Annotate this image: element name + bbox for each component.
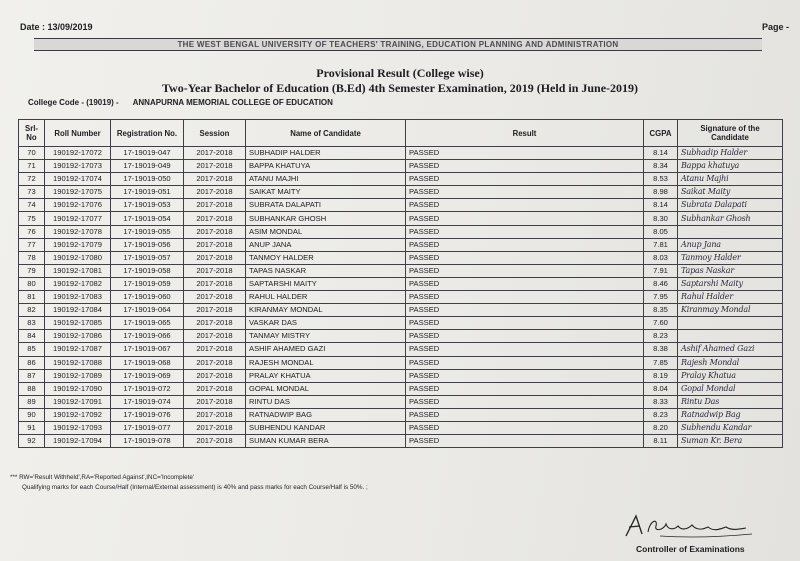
cell-signature: Atanu Majhi — [678, 173, 783, 186]
cell-signature — [678, 225, 783, 238]
table-header-row — [19, 120, 783, 147]
cell-name: SUBRATA DALAPATI — [246, 199, 406, 212]
cell-registration: 17-19019-066 — [111, 330, 184, 343]
cell-result: PASSED — [406, 421, 644, 434]
cell-roll: 190192-17081 — [45, 264, 111, 277]
cell-cgpa: 8.05 — [644, 225, 678, 238]
college-line — [28, 98, 333, 107]
cell-registration: 17-19019-058 — [111, 264, 184, 277]
cell-session: 2017-2018 — [184, 277, 246, 290]
cell-name: SUBHANKAR GHOSH — [246, 212, 406, 225]
cell-signature: Rintu Das — [678, 395, 783, 408]
cell-cgpa: 8.46 — [644, 277, 678, 290]
table-row — [19, 395, 783, 408]
cell-signature: Saikat Maity — [678, 186, 783, 199]
cell-cgpa: 8.53 — [644, 173, 678, 186]
cell-roll: 190192-17087 — [45, 343, 111, 356]
cell-cgpa: 8.30 — [644, 212, 678, 225]
cell-name: SAIKAT MAITY — [246, 186, 406, 199]
cell-name: SUBHADIP HALDER — [246, 147, 406, 160]
cell-name: TANMOY HALDER — [246, 251, 406, 264]
cell-roll: 190192-17088 — [45, 356, 111, 369]
header-roll: Roll Number — [45, 120, 111, 147]
cell-cgpa: 7.91 — [644, 264, 678, 277]
header-registration: Registration No. — [111, 120, 184, 147]
cell-session: 2017-2018 — [184, 212, 246, 225]
table-row — [19, 330, 783, 343]
cell-cgpa: 7.60 — [644, 317, 678, 330]
cell-roll: 190192-17077 — [45, 212, 111, 225]
cell-registration: 17-19019-074 — [111, 395, 184, 408]
cell-signature: Subhendu Kandar — [678, 421, 783, 434]
cell-registration: 17-19019-078 — [111, 435, 184, 448]
cell-cgpa: 7.85 — [644, 356, 678, 369]
cell-registration: 17-19019-047 — [111, 147, 184, 160]
cell-signature: Subrata Dalapati — [678, 199, 783, 212]
table-row — [19, 435, 783, 448]
table-row — [19, 160, 783, 173]
cell-srl: 82 — [19, 304, 45, 317]
table-row — [19, 421, 783, 434]
table-row — [19, 251, 783, 264]
cell-signature: Tanmoy Halder — [678, 251, 783, 264]
cell-registration: 17-19019-065 — [111, 317, 184, 330]
cell-srl: 90 — [19, 408, 45, 421]
cell-name: ATANU MAJHI — [246, 173, 406, 186]
cell-srl: 86 — [19, 356, 45, 369]
cell-name: SAPTARSHI MAITY — [246, 277, 406, 290]
cell-signature: Subhadip Halder — [678, 147, 783, 160]
cell-session: 2017-2018 — [184, 238, 246, 251]
table-row — [19, 225, 783, 238]
cell-cgpa: 8.14 — [644, 147, 678, 160]
header-signature: Signature of the Candidate — [678, 120, 783, 147]
cell-roll: 190192-17084 — [45, 304, 111, 317]
table-row — [19, 238, 783, 251]
cell-roll: 190192-17082 — [45, 277, 111, 290]
cell-result: PASSED — [406, 382, 644, 395]
cell-registration: 17-19019-055 — [111, 225, 184, 238]
cell-result: PASSED — [406, 330, 644, 343]
cell-name: PRALAY KHATUA — [246, 369, 406, 382]
table-row — [19, 304, 783, 317]
cell-registration: 17-19019-068 — [111, 356, 184, 369]
cell-registration: 17-19019-069 — [111, 369, 184, 382]
cell-srl: 83 — [19, 317, 45, 330]
cell-registration: 17-19019-060 — [111, 291, 184, 304]
cell-session: 2017-2018 — [184, 186, 246, 199]
cell-srl: 75 — [19, 212, 45, 225]
cell-result: PASSED — [406, 291, 644, 304]
cell-result: PASSED — [406, 264, 644, 277]
cell-signature: Anup Jana — [678, 238, 783, 251]
cell-cgpa: 7.95 — [644, 291, 678, 304]
cell-name: ANUP JANA — [246, 238, 406, 251]
table-row — [19, 277, 783, 290]
cell-result: PASSED — [406, 212, 644, 225]
cell-cgpa: 8.38 — [644, 343, 678, 356]
cell-signature: Subhankar Ghosh — [678, 212, 783, 225]
exam-title: Two-Year Bachelor of Education (B.Ed) 4th Semester Examination, 2019 (Held in June-2019) — [161, 81, 639, 95]
cell-signature: Tapas Naskar — [678, 264, 783, 277]
cell-signature: Gopal Mondal — [678, 382, 783, 395]
cell-roll: 190192-17073 — [45, 160, 111, 173]
cell-signature: Bappa khatuya — [678, 160, 783, 173]
cell-srl: 80 — [19, 277, 45, 290]
cell-roll: 190192-17080 — [45, 251, 111, 264]
cell-srl: 71 — [19, 160, 45, 173]
cell-srl: 92 — [19, 435, 45, 448]
table-row — [19, 291, 783, 304]
cell-srl: 91 — [19, 421, 45, 434]
cell-name: SUMAN KUMAR BERA — [246, 435, 406, 448]
cell-cgpa: 8.23 — [644, 330, 678, 343]
cell-result: PASSED — [406, 408, 644, 421]
result-table — [18, 119, 783, 448]
cell-roll: 190192-17072 — [45, 147, 111, 160]
cell-srl: 81 — [19, 291, 45, 304]
cell-session: 2017-2018 — [184, 356, 246, 369]
cell-name: SUBHENDU KANDAR — [246, 421, 406, 434]
cell-roll: 190192-17092 — [45, 408, 111, 421]
cell-session: 2017-2018 — [184, 173, 246, 186]
cell-roll: 190192-17089 — [45, 369, 111, 382]
cell-result: PASSED — [406, 186, 644, 199]
cell-registration: 17-19019-077 — [111, 421, 184, 434]
cell-registration: 17-19019-051 — [111, 186, 184, 199]
cell-registration: 17-19019-059 — [111, 277, 184, 290]
cell-registration: 17-19019-049 — [111, 160, 184, 173]
cell-signature — [678, 330, 783, 343]
table-row — [19, 382, 783, 395]
cell-session: 2017-2018 — [184, 435, 246, 448]
cell-name: VASKAR DAS — [246, 317, 406, 330]
cell-srl: 72 — [19, 173, 45, 186]
cell-result: PASSED — [406, 160, 644, 173]
cell-registration: 17-19019-053 — [111, 199, 184, 212]
cell-signature — [678, 317, 783, 330]
cell-name: RINTU DAS — [246, 395, 406, 408]
print-date: Date : 13/09/2019 — [20, 22, 93, 32]
cell-cgpa: 7.81 — [644, 238, 678, 251]
cell-signature: Saptarshi Maity — [678, 277, 783, 290]
table-row — [19, 317, 783, 330]
cell-registration: 17-19019-072 — [111, 382, 184, 395]
header-name: Name of Candidate — [246, 120, 406, 147]
cell-session: 2017-2018 — [184, 147, 246, 160]
qualifying-note: Qualifying marks for each Course/Half (Internal/External assessment) is 40% and pass marks for each Course/Half is 50%. ; — [22, 484, 368, 491]
cell-roll: 190192-17091 — [45, 395, 111, 408]
header-session: Session — [184, 120, 246, 147]
cell-roll: 190192-17075 — [45, 186, 111, 199]
cell-srl: 79 — [19, 264, 45, 277]
cell-result: PASSED — [406, 356, 644, 369]
cell-name: ASIM MONDAL — [246, 225, 406, 238]
cell-cgpa: 8.04 — [644, 382, 678, 395]
table-row — [19, 264, 783, 277]
cell-result: PASSED — [406, 304, 644, 317]
cell-signature: Pralay Khatua — [678, 369, 783, 382]
page-title: Provisional Result (College wise) — [316, 66, 484, 80]
cell-name: RATNADWIP BAG — [246, 408, 406, 421]
cell-srl: 89 — [19, 395, 45, 408]
cell-srl: 85 — [19, 343, 45, 356]
cell-cgpa: 8.11 — [644, 435, 678, 448]
cell-name: TANMAY MISTRY — [246, 330, 406, 343]
cell-session: 2017-2018 — [184, 382, 246, 395]
table-row — [19, 147, 783, 160]
cell-name: BAPPA KHATUYA — [246, 160, 406, 173]
cell-session: 2017-2018 — [184, 291, 246, 304]
cell-signature: Ratnadwip Bag — [678, 408, 783, 421]
cell-signature: Kiranmay Mondal — [678, 304, 783, 317]
cell-session: 2017-2018 — [184, 421, 246, 434]
cell-result: PASSED — [406, 317, 644, 330]
cell-cgpa: 8.23 — [644, 408, 678, 421]
cell-session: 2017-2018 — [184, 160, 246, 173]
cell-result: PASSED — [406, 173, 644, 186]
cell-cgpa: 8.34 — [644, 160, 678, 173]
university-banner: THE WEST BENGAL UNIVERSITY OF TEACHERS' TRAINING, EDUCATION PLANNING AND ADMINISTRATION — [34, 38, 762, 51]
header-result: Result — [406, 120, 644, 147]
cell-session: 2017-2018 — [184, 304, 246, 317]
cell-session: 2017-2018 — [184, 251, 246, 264]
cell-roll: 190192-17074 — [45, 173, 111, 186]
table-row — [19, 369, 783, 382]
cell-registration: 17-19019-056 — [111, 238, 184, 251]
cell-cgpa: 8.35 — [644, 304, 678, 317]
cell-session: 2017-2018 — [184, 317, 246, 330]
cell-name: RAHUL HALDER — [246, 291, 406, 304]
cell-name: RAJESH MONDAL — [246, 356, 406, 369]
cell-roll: 190192-17086 — [45, 330, 111, 343]
cell-signature: Rahul Halder — [678, 291, 783, 304]
college-code: College Code - (19019) - — [28, 98, 119, 107]
cell-session: 2017-2018 — [184, 408, 246, 421]
legend-note: *** RW='Result Withheld',RA='Reported Against',INC='Incomplete' — [10, 474, 195, 481]
cell-registration: 17-19019-050 — [111, 173, 184, 186]
cell-name: KIRANMAY MONDAL — [246, 304, 406, 317]
cell-registration: 17-19019-057 — [111, 251, 184, 264]
table-row — [19, 186, 783, 199]
cell-srl: 77 — [19, 238, 45, 251]
cell-cgpa: 8.33 — [644, 395, 678, 408]
cell-roll: 190192-17079 — [45, 238, 111, 251]
cell-session: 2017-2018 — [184, 330, 246, 343]
cell-roll: 190192-17085 — [45, 317, 111, 330]
cell-cgpa: 8.20 — [644, 421, 678, 434]
cell-name: ASHIF AHAMED GAZI — [246, 343, 406, 356]
cell-signature: Rajesh Mondal — [678, 356, 783, 369]
cell-name: GOPAL MONDAL — [246, 382, 406, 395]
cell-result: PASSED — [406, 343, 644, 356]
cell-roll: 190192-17090 — [45, 382, 111, 395]
cell-roll: 190192-17076 — [45, 199, 111, 212]
cell-cgpa: 8.14 — [644, 199, 678, 212]
cell-srl: 87 — [19, 369, 45, 382]
table-row — [19, 173, 783, 186]
cell-session: 2017-2018 — [184, 343, 246, 356]
cell-session: 2017-2018 — [184, 225, 246, 238]
cell-session: 2017-2018 — [184, 395, 246, 408]
header-srl: Srl-No — [19, 120, 45, 147]
cell-cgpa: 8.98 — [644, 186, 678, 199]
cell-srl: 76 — [19, 225, 45, 238]
cell-result: PASSED — [406, 199, 644, 212]
cell-registration: 17-19019-054 — [111, 212, 184, 225]
cell-srl: 74 — [19, 199, 45, 212]
cell-registration: 17-19019-064 — [111, 304, 184, 317]
cell-result: PASSED — [406, 147, 644, 160]
table-body — [19, 147, 783, 448]
page-label: Page - — [762, 22, 790, 32]
cell-registration: 17-19019-076 — [111, 408, 184, 421]
controller-label: Controller of Examinations — [636, 544, 745, 554]
table-row — [19, 356, 783, 369]
cell-result: PASSED — [406, 225, 644, 238]
cell-roll: 190192-17083 — [45, 291, 111, 304]
cell-signature: Ashif Ahamed Gazi — [678, 343, 783, 356]
cell-result: PASSED — [406, 251, 644, 264]
cell-result: PASSED — [406, 238, 644, 251]
cell-srl: 88 — [19, 382, 45, 395]
table-row — [19, 408, 783, 421]
cell-session: 2017-2018 — [184, 264, 246, 277]
cell-result: PASSED — [406, 435, 644, 448]
cell-srl: 78 — [19, 251, 45, 264]
cell-name: TAPAS NASKAR — [246, 264, 406, 277]
cell-result: PASSED — [406, 277, 644, 290]
table-row — [19, 343, 783, 356]
cell-signature: Suman Kr. Bera — [678, 435, 783, 448]
cell-cgpa: 8.03 — [644, 251, 678, 264]
cell-cgpa: 8.19 — [644, 369, 678, 382]
cell-srl: 73 — [19, 186, 45, 199]
cell-roll: 190192-17094 — [45, 435, 111, 448]
cell-roll: 190192-17078 — [45, 225, 111, 238]
controller-signature — [620, 512, 770, 540]
cell-session: 2017-2018 — [184, 369, 246, 382]
table-row — [19, 212, 783, 225]
cell-result: PASSED — [406, 369, 644, 382]
header-cgpa: CGPA — [644, 120, 678, 147]
college-name: ANNAPURNA MEMORIAL COLLEGE OF EDUCATION — [132, 98, 333, 107]
cell-session: 2017-2018 — [184, 199, 246, 212]
cell-result: PASSED — [406, 395, 644, 408]
cell-registration: 17-19019-067 — [111, 343, 184, 356]
cell-roll: 190192-17093 — [45, 421, 111, 434]
table-row — [19, 199, 783, 212]
cell-srl: 84 — [19, 330, 45, 343]
cell-srl: 70 — [19, 147, 45, 160]
